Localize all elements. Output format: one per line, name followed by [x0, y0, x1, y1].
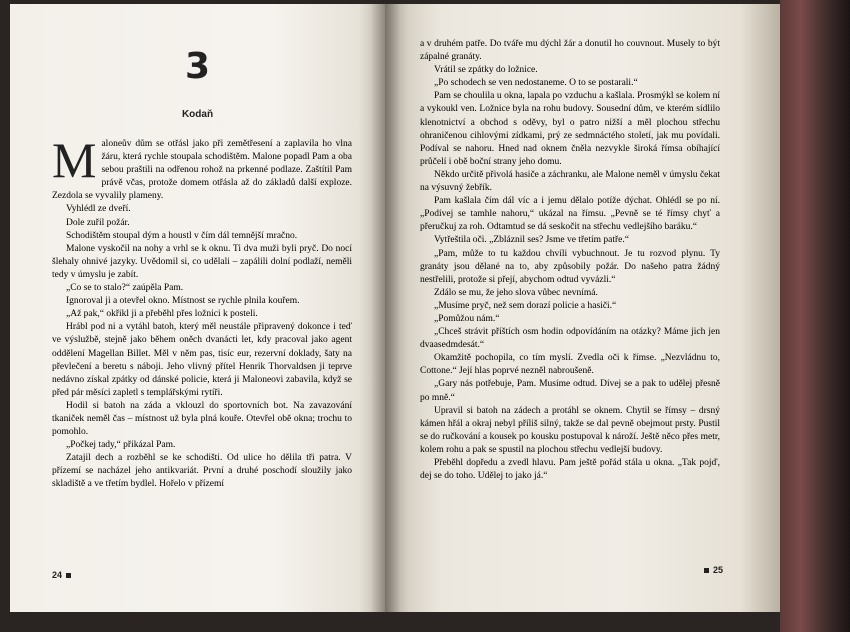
paragraph: Hrábl pod ni a vytáhl batoh, který měl neustále připravený dokonce i teď ve výslužbě, stejně jako během oněch dvanácti let, kdy pracoval jako agent oddělení Magellan Billet. Měl v něm pas, tisíc eur, rezervní doklady, šaty na převlečení a beretu s náboji. Jeho vlivný přítel Henrik Thorvaldsen ji teprve nedávno získal zpátky od dánské policie, která ji Maloneovi zabavila, když se před pár měsíci zapletl s templářskými rytíři.: [52, 322, 352, 398]
square-bullet-icon: [66, 573, 71, 578]
paragraph: „Po schodech se ven nedostaneme. O to se postarali.“: [434, 78, 638, 89]
paragraph: a v druhém patře. Do tváře mu dýchl žár a donutil ho couvnout. Musely to být zápalné granáty.: [420, 39, 720, 63]
square-bullet-icon: [704, 568, 709, 573]
gutter-shadow: [370, 4, 400, 612]
paragraph: Schodištěm stoupal dým a houstl v čím dál temnější mračno.: [66, 230, 298, 241]
paragraph: Vyhlédl ze dveří.: [66, 204, 131, 215]
paragraph: Zdálo se mu, že jeho slova vůbec nevnímá.: [434, 287, 598, 298]
paragraph: „Pomůžou nám.“: [434, 313, 500, 324]
paragraph: „Pam, může to tu každou chvíli vybuchnout. Je tu rozvod plynu. Ty granáty jsou dělané na to, aby způsobily požár. Do našeho patra žádný nestřelili, protože si přejí, abychom odtud vyvázli.“: [420, 248, 720, 285]
drop-cap: M: [52, 132, 97, 188]
paragraph: Okamžitě pochopila, co tím myslí. Zvedla oči k římse. „Nezvládnu to, Cottone.“ Její hlas poprvé nezněl nabroušeně.: [420, 353, 720, 377]
paragraph: „Počkej tady,“ přikázal Pam.: [66, 440, 176, 451]
paragraph: „Co se to stalo?“ zaúpěla Pam.: [66, 283, 184, 294]
paragraph: Pam kašlala čím dál víc a i jemu dělalo potíže dýchat. Ohlédl se po ní. „Podívej se tamhle nahoru,“ ukázal na římsu. „Pevně se té římsy chyť a přeručkuj za roh. Odtamtud se dá seskočit na střechu vedlejšího baráku.“: [420, 196, 720, 233]
page-number-right: 25: [700, 565, 723, 575]
paragraph: „Chceš strávit příštích osm hodin odpovídáním na otázky? Máme jich jen dvaasedmdesát.“: [420, 327, 720, 351]
paragraph: „Musíme pryč, než sem dorazí policie a hasiči.“: [434, 300, 617, 311]
paragraph: Někdo určitě přivolá hasiče a záchranku, ale Malone neměl v úmyslu čekat na výsuvný žebřík.: [420, 169, 720, 194]
chapter-title: Kodaň: [181, 109, 214, 120]
paragraph: Zatajil dech a rozběhl se ke schodišti. Od ulice ho dělila tři patra. V přízemí se nacházel jeho antikvariát. První a druhé poschodí sloužily jako skladiště a ve třetím bydlel. Hořelo v přízemí: [52, 453, 352, 490]
paragraph: Hodil si batoh na záda a vklouzl do sportovních bot. Na zavazování tkaniček neměl čas – místnost už byla plná kouře. Otevřel obě okna; trochu to pomohlo.: [52, 400, 352, 438]
right-page-body: [420, 38, 720, 483]
chapter-number: 3: [184, 46, 211, 87]
paragraph: Ignoroval ji a otevřel okno. Místnost se rychle plnila kouřem.: [66, 296, 300, 307]
paragraph: Pam se choulila u okna, lapala po vzduchu a kašlala. Prosmýkl se kolem ní a vykoukl ven. Ložnice byla na rohu budovy. Sousední dům, ve kterém sídlilo klenotnictví a obchod s oděvy, byl o patro nižší a měl plochou střechu ohraničenou cihlovými zídkami, prý ze sedmnáctého století, jak mu povídali. Podíval se nahoru. Hned nad oknem čněla nezvykle široká římsa obíhající průčelí i obě boční strany jeho domu.: [420, 91, 720, 167]
book-cover-edge: [780, 0, 850, 632]
page-number-left: 24: [52, 570, 75, 580]
paragraph: Malone vyskočil na nohy a vrhl se k oknu. Ti dva muži byli pryč. Do nocí šlehaly ohnivé jazyky. Uvědomil si, co udělali – zapálili dolní podlaží, neměli tedy v úmyslu je zabít.: [52, 243, 352, 280]
paragraph: Vytřeštila oči. „Zbláznil ses? Jsme ve třetím patře.“: [434, 235, 629, 246]
left-page-body: [52, 132, 352, 492]
paragraph: „Až pak,“ okřikl ji a přeběhl přes ložnici k posteli.: [66, 309, 258, 320]
paragraph: Vrátil se zpátky do ložnice.: [434, 65, 538, 76]
paragraph: Dole zuřil požár.: [66, 217, 130, 228]
paragraph: „Gary nás potřebuje, Pam. Musíme odtud. Dívej se a pak to udělej přesně po mně.“: [420, 379, 720, 403]
paragraph: Maloneův dům se otřásl jako při zemětřesení a zaplavila ho vlna žáru, která rychle stoupala schodištěm. Malone popadl Pam a oba sebou praštili na odřenou rohož na prkenné podlaze. Zaštítil Pam právě včas, protože domem otřásla až do základů další exploze. Zezdola se vyvalily plameny.: [52, 132, 352, 202]
paragraph: Přeběhl dopředu a zvedl hlavu. Pam ještě pořád stála u okna. „Tak pojď, dej se do toho. Udělej to jako já.“: [420, 458, 720, 482]
paragraph: Upravil si batoh na zádech a protáhl se oknem. Chytil se římsy – drsný kámen hřál a okraj nebyl příliš silný, takže se dal pevně obejmout prsty. Pustil se do ručkování a kousek po kousku postupoval k nároží. Ještě něco přes metr, kolem rohu a pak se spustil na plochou střechu vedlejší budovy.: [420, 405, 720, 455]
